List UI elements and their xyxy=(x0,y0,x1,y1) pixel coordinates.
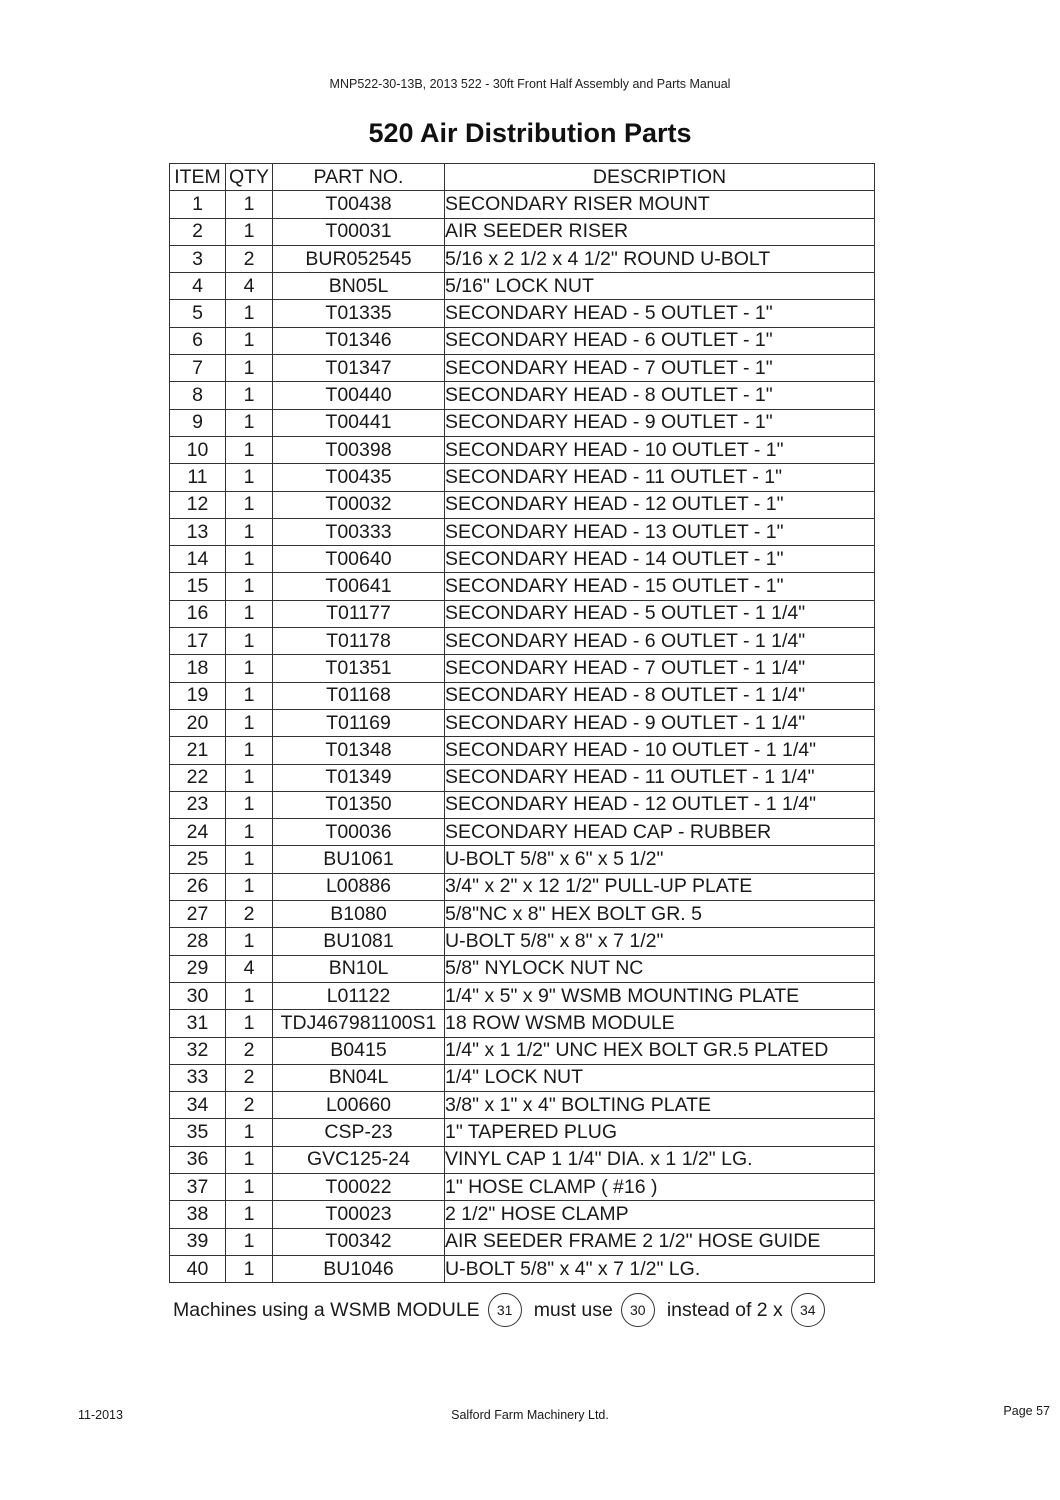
cell-description: SECONDARY HEAD - 12 OUTLET - 1 1/4" xyxy=(445,791,875,818)
cell-description: SECONDARY HEAD - 11 OUTLET - 1" xyxy=(445,464,875,491)
table-row xyxy=(170,1255,875,1282)
cell-part-no: B0415 xyxy=(273,1037,445,1064)
parts-table xyxy=(169,163,875,1283)
cell-part-no: GVC125-24 xyxy=(273,1146,445,1173)
cell-description: 5/8"NC x 8" HEX BOLT GR. 5 xyxy=(445,901,875,928)
cell-part-no: T01351 xyxy=(273,655,445,682)
cell-description: SECONDARY HEAD - 12 OUTLET - 1" xyxy=(445,491,875,518)
cell-description: SECONDARY HEAD - 11 OUTLET - 1 1/4" xyxy=(445,764,875,791)
footer-company: Salford Farm Machinery Ltd. xyxy=(451,1408,609,1422)
table-row xyxy=(170,1037,875,1064)
cell-part-no: T00441 xyxy=(273,409,445,436)
cell-part-no: T00036 xyxy=(273,819,445,846)
cell-description: SECONDARY HEAD - 15 OUTLET - 1" xyxy=(445,573,875,600)
wsmb-note xyxy=(173,1293,837,1327)
cell-qty: 1 xyxy=(226,1119,273,1146)
cell-part-no: T00342 xyxy=(273,1228,445,1255)
cell-item: 6 xyxy=(170,327,226,354)
cell-qty: 1 xyxy=(226,1228,273,1255)
cell-description: AIR SEEDER RISER xyxy=(445,218,875,245)
cell-part-no: T00333 xyxy=(273,518,445,545)
cell-item: 27 xyxy=(170,901,226,928)
cell-qty: 1 xyxy=(226,628,273,655)
cell-part-no: T01346 xyxy=(273,327,445,354)
document-header: MNP522-30-13B, 2013 522 - 30ft Front Half Assembly and Parts Manual xyxy=(329,77,731,91)
cell-description: 1/4" x 1 1/2" UNC HEX BOLT GR.5 PLATED xyxy=(445,1037,875,1064)
cell-qty: 1 xyxy=(226,464,273,491)
cell-item: 31 xyxy=(170,1010,226,1037)
cell-description: SECONDARY HEAD - 7 OUTLET - 1" xyxy=(445,355,875,382)
cell-qty: 2 xyxy=(226,245,273,272)
cell-description: SECONDARY HEAD - 8 OUTLET - 1 1/4" xyxy=(445,682,875,709)
table-row xyxy=(170,573,875,600)
cell-description: SECONDARY RISER MOUNT xyxy=(445,191,875,218)
table-row xyxy=(170,901,875,928)
cell-qty: 1 xyxy=(226,409,273,436)
cell-qty: 1 xyxy=(226,1255,273,1282)
table-row xyxy=(170,1146,875,1173)
cell-qty: 1 xyxy=(226,191,273,218)
cell-item: 29 xyxy=(170,955,226,982)
cell-qty: 1 xyxy=(226,573,273,600)
cell-description: SECONDARY HEAD - 5 OUTLET - 1 1/4" xyxy=(445,600,875,627)
cell-part-no: T00641 xyxy=(273,573,445,600)
cell-part-no: L00886 xyxy=(273,873,445,900)
table-row xyxy=(170,245,875,272)
cell-description: SECONDARY HEAD CAP - RUBBER xyxy=(445,819,875,846)
cell-part-no: B1080 xyxy=(273,901,445,928)
cell-item: 23 xyxy=(170,791,226,818)
cell-qty: 1 xyxy=(226,1201,273,1228)
cell-item: 40 xyxy=(170,1255,226,1282)
table-row xyxy=(170,873,875,900)
table-header-row xyxy=(170,164,875,191)
table-row xyxy=(170,1064,875,1091)
cell-description: SECONDARY HEAD - 14 OUTLET - 1" xyxy=(445,546,875,573)
cell-item: 22 xyxy=(170,764,226,791)
cell-item: 5 xyxy=(170,300,226,327)
cell-item: 3 xyxy=(170,245,226,272)
cell-description: SECONDARY HEAD - 10 OUTLET - 1" xyxy=(445,436,875,463)
cell-part-no: T00440 xyxy=(273,382,445,409)
cell-description: SECONDARY HEAD - 10 OUTLET - 1 1/4" xyxy=(445,737,875,764)
cell-item: 33 xyxy=(170,1064,226,1091)
column-header-description: DESCRIPTION xyxy=(445,164,875,191)
cell-description: 1/4" x 5" x 9" WSMB MOUNTING PLATE xyxy=(445,982,875,1009)
table-row xyxy=(170,628,875,655)
cell-item: 11 xyxy=(170,464,226,491)
cell-part-no: T00031 xyxy=(273,218,445,245)
cell-qty: 1 xyxy=(226,218,273,245)
table-row xyxy=(170,819,875,846)
cell-qty: 1 xyxy=(226,300,273,327)
cell-item: 16 xyxy=(170,600,226,627)
cell-item: 1 xyxy=(170,191,226,218)
cell-qty: 1 xyxy=(226,1173,273,1200)
cell-item: 9 xyxy=(170,409,226,436)
cell-description: SECONDARY HEAD - 13 OUTLET - 1" xyxy=(445,518,875,545)
cell-description: SECONDARY HEAD - 8 OUTLET - 1" xyxy=(445,382,875,409)
cell-description: 2 1/2" HOSE CLAMP xyxy=(445,1201,875,1228)
table-row xyxy=(170,273,875,300)
cell-description: SECONDARY HEAD - 9 OUTLET - 1 1/4" xyxy=(445,709,875,736)
cell-part-no: BU1046 xyxy=(273,1255,445,1282)
cell-qty: 1 xyxy=(226,600,273,627)
table-row xyxy=(170,791,875,818)
cell-description: AIR SEEDER FRAME 2 1/2" HOSE GUIDE xyxy=(445,1228,875,1255)
table-row xyxy=(170,355,875,382)
item-callout-circle: 34 xyxy=(791,1293,825,1327)
cell-qty: 1 xyxy=(226,791,273,818)
cell-part-no: BU1061 xyxy=(273,846,445,873)
table-row xyxy=(170,1228,875,1255)
cell-qty: 1 xyxy=(226,436,273,463)
cell-description: 18 ROW WSMB MODULE xyxy=(445,1010,875,1037)
cell-item: 8 xyxy=(170,382,226,409)
column-header-part-no: PART NO. xyxy=(273,164,445,191)
cell-part-no: T01350 xyxy=(273,791,445,818)
cell-qty: 1 xyxy=(226,737,273,764)
column-header-qty: QTY xyxy=(226,164,273,191)
cell-item: 13 xyxy=(170,518,226,545)
cell-description: 1" TAPERED PLUG xyxy=(445,1119,875,1146)
cell-qty: 1 xyxy=(226,846,273,873)
cell-description: 5/8" NYLOCK NUT NC xyxy=(445,955,875,982)
cell-qty: 1 xyxy=(226,518,273,545)
cell-qty: 1 xyxy=(226,819,273,846)
cell-description: U-BOLT 5/8" x 4" x 7 1/2" LG. xyxy=(445,1255,875,1282)
cell-part-no: T00435 xyxy=(273,464,445,491)
note-text-2: must use xyxy=(533,1298,613,1321)
note-text-3: instead of 2 x xyxy=(666,1298,783,1321)
cell-item: 26 xyxy=(170,873,226,900)
cell-item: 12 xyxy=(170,491,226,518)
cell-qty: 2 xyxy=(226,1037,273,1064)
cell-description: VINYL CAP 1 1/4" DIA. x 1 1/2" LG. xyxy=(445,1146,875,1173)
table-row xyxy=(170,764,875,791)
table-row xyxy=(170,1010,875,1037)
cell-part-no: TDJ467981100S1 xyxy=(273,1010,445,1037)
cell-qty: 1 xyxy=(226,682,273,709)
cell-description: U-BOLT 5/8" x 8" x 7 1/2" xyxy=(445,928,875,955)
cell-part-no: BN10L xyxy=(273,955,445,982)
cell-qty: 4 xyxy=(226,273,273,300)
table-row xyxy=(170,191,875,218)
cell-part-no: L00660 xyxy=(273,1092,445,1119)
cell-part-no: CSP-23 xyxy=(273,1119,445,1146)
page-title: 520 Air Distribution Parts xyxy=(368,118,692,148)
cell-part-no: T00032 xyxy=(273,491,445,518)
table-row xyxy=(170,382,875,409)
cell-part-no: T01177 xyxy=(273,600,445,627)
cell-part-no: BN04L xyxy=(273,1064,445,1091)
cell-qty: 2 xyxy=(226,901,273,928)
cell-item: 20 xyxy=(170,709,226,736)
cell-qty: 1 xyxy=(226,655,273,682)
cell-description: 1/4" LOCK NUT xyxy=(445,1064,875,1091)
cell-qty: 1 xyxy=(226,1146,273,1173)
cell-item: 17 xyxy=(170,628,226,655)
item-callout-circle: 31 xyxy=(488,1293,522,1327)
cell-item: 30 xyxy=(170,982,226,1009)
cell-item: 10 xyxy=(170,436,226,463)
cell-qty: 1 xyxy=(226,873,273,900)
cell-qty: 2 xyxy=(226,1064,273,1091)
cell-item: 38 xyxy=(170,1201,226,1228)
cell-qty: 2 xyxy=(226,1092,273,1119)
cell-description: SECONDARY HEAD - 6 OUTLET - 1 1/4" xyxy=(445,628,875,655)
table-row xyxy=(170,300,875,327)
cell-description: U-BOLT 5/8" x 6" x 5 1/2" xyxy=(445,846,875,873)
table-row xyxy=(170,1119,875,1146)
cell-item: 14 xyxy=(170,546,226,573)
table-row xyxy=(170,682,875,709)
cell-part-no: T00438 xyxy=(273,191,445,218)
footer-page-number: Page 57 xyxy=(1003,1404,1050,1418)
cell-part-no: BUR052545 xyxy=(273,245,445,272)
cell-item: 7 xyxy=(170,355,226,382)
cell-part-no: T01168 xyxy=(273,682,445,709)
cell-item: 37 xyxy=(170,1173,226,1200)
cell-qty: 4 xyxy=(226,955,273,982)
item-callout-circle: 30 xyxy=(621,1293,655,1327)
cell-item: 28 xyxy=(170,928,226,955)
cell-qty: 1 xyxy=(226,382,273,409)
table-row xyxy=(170,982,875,1009)
table-row xyxy=(170,436,875,463)
table-row xyxy=(170,218,875,245)
table-row xyxy=(170,928,875,955)
cell-qty: 1 xyxy=(226,928,273,955)
cell-part-no: BU1081 xyxy=(273,928,445,955)
table-row xyxy=(170,600,875,627)
cell-item: 34 xyxy=(170,1092,226,1119)
cell-description: SECONDARY HEAD - 6 OUTLET - 1" xyxy=(445,327,875,354)
table-row xyxy=(170,737,875,764)
cell-item: 36 xyxy=(170,1146,226,1173)
cell-description: SECONDARY HEAD - 5 OUTLET - 1" xyxy=(445,300,875,327)
table-row xyxy=(170,1173,875,1200)
cell-description: 3/8" x 1" x 4" BOLTING PLATE xyxy=(445,1092,875,1119)
cell-qty: 1 xyxy=(226,546,273,573)
cell-part-no: T00640 xyxy=(273,546,445,573)
cell-part-no: T01169 xyxy=(273,709,445,736)
cell-description: SECONDARY HEAD - 7 OUTLET - 1 1/4" xyxy=(445,655,875,682)
cell-item: 32 xyxy=(170,1037,226,1064)
cell-description: 5/16 x 2 1/2 x 4 1/2" ROUND U-BOLT xyxy=(445,245,875,272)
cell-item: 2 xyxy=(170,218,226,245)
table-row xyxy=(170,327,875,354)
footer-date: 11-2013 xyxy=(78,1408,123,1422)
cell-qty: 1 xyxy=(226,1010,273,1037)
cell-item: 21 xyxy=(170,737,226,764)
cell-description: 1" HOSE CLAMP ( #16 ) xyxy=(445,1173,875,1200)
cell-part-no: T01348 xyxy=(273,737,445,764)
cell-item: 19 xyxy=(170,682,226,709)
cell-item: 15 xyxy=(170,573,226,600)
cell-part-no: T00398 xyxy=(273,436,445,463)
table-row xyxy=(170,464,875,491)
table-row xyxy=(170,655,875,682)
cell-part-no: L01122 xyxy=(273,982,445,1009)
cell-qty: 1 xyxy=(226,491,273,518)
cell-part-no: BN05L xyxy=(273,273,445,300)
table-row xyxy=(170,546,875,573)
cell-item: 18 xyxy=(170,655,226,682)
cell-item: 35 xyxy=(170,1119,226,1146)
cell-item: 4 xyxy=(170,273,226,300)
table-row xyxy=(170,491,875,518)
cell-part-no: T00023 xyxy=(273,1201,445,1228)
cell-item: 24 xyxy=(170,819,226,846)
cell-qty: 1 xyxy=(226,355,273,382)
cell-part-no: T01347 xyxy=(273,355,445,382)
parts-table-body xyxy=(170,191,875,1283)
cell-qty: 1 xyxy=(226,764,273,791)
table-row xyxy=(170,709,875,736)
cell-qty: 1 xyxy=(226,327,273,354)
cell-part-no: T01349 xyxy=(273,764,445,791)
cell-item: 25 xyxy=(170,846,226,873)
table-row xyxy=(170,1201,875,1228)
column-header-item: ITEM xyxy=(170,164,226,191)
cell-qty: 1 xyxy=(226,709,273,736)
table-row xyxy=(170,955,875,982)
table-row xyxy=(170,846,875,873)
table-row xyxy=(170,1092,875,1119)
cell-description: SECONDARY HEAD - 9 OUTLET - 1" xyxy=(445,409,875,436)
cell-qty: 1 xyxy=(226,982,273,1009)
cell-description: 5/16" LOCK NUT xyxy=(445,273,875,300)
table-row xyxy=(170,409,875,436)
cell-part-no: T01178 xyxy=(273,628,445,655)
cell-part-no: T00022 xyxy=(273,1173,445,1200)
cell-description: 3/4" x 2" x 12 1/2" PULL-UP PLATE xyxy=(445,873,875,900)
cell-item: 39 xyxy=(170,1228,226,1255)
note-text-1: Machines using a WSMB MODULE xyxy=(173,1298,480,1321)
cell-part-no: T01335 xyxy=(273,300,445,327)
table-row xyxy=(170,518,875,545)
